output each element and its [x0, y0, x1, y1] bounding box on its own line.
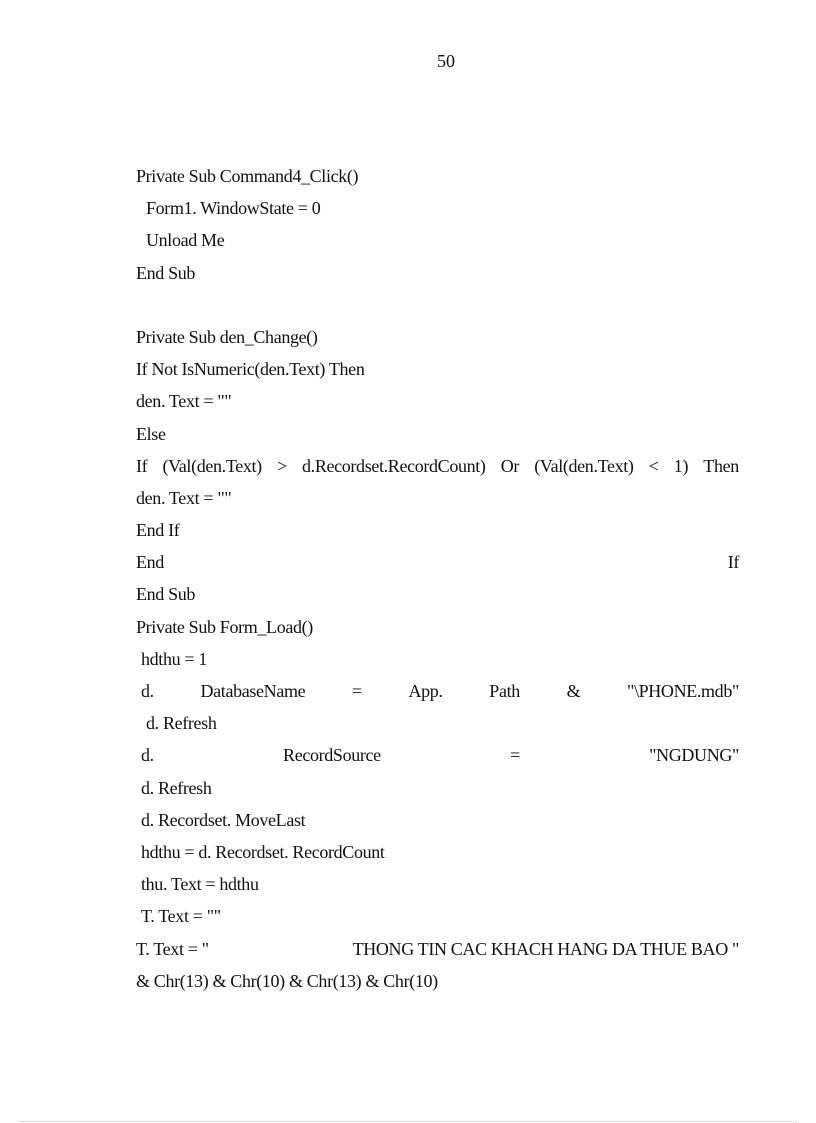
code-token: THONG TIN CAC KHACH HANG DA THUE BAO ": [352, 938, 739, 959]
code-token: =: [510, 745, 520, 766]
code-token: (Val(den.Text): [534, 455, 634, 476]
code-line: T. Text = "": [141, 906, 221, 927]
code-token: If: [136, 455, 148, 476]
code-token: 1): [673, 455, 689, 476]
code-line: den. Text = "": [136, 487, 232, 508]
code-line-justified: [136, 679, 739, 711]
code-line: Else: [136, 423, 166, 444]
code-line-justified: [136, 454, 739, 486]
code-token: <: [648, 455, 659, 476]
blank-line: [136, 293, 739, 325]
code-line-justified: [136, 937, 739, 969]
code-token: Then: [703, 455, 739, 476]
code-line: Form1. WindowState = 0: [146, 198, 321, 219]
code-token: d.: [141, 745, 154, 766]
code-line: Private Sub den_Change(): [136, 326, 318, 347]
code-token: Or: [500, 455, 520, 476]
code-line: End Sub: [136, 584, 196, 605]
code-token: Path: [489, 681, 520, 701]
code-line-justified: [136, 550, 739, 582]
code-token: End: [136, 552, 164, 573]
code-token: =: [351, 681, 362, 701]
code-line: Private Sub Command4_Click(): [136, 166, 359, 186]
code-token: &: [566, 681, 581, 701]
page-bottom-rule: [20, 1121, 796, 1122]
code-token: (Val(den.Text): [162, 455, 262, 476]
code-line: d. Refresh: [146, 713, 217, 734]
code-line: Private Sub Form_Load(): [136, 616, 313, 637]
code-line: hdthu = d. Recordset. RecordCount: [141, 841, 385, 862]
code-line: d. Recordset. MoveLast: [141, 809, 306, 830]
code-line: thu. Text = hdthu: [141, 874, 259, 895]
code-token: If: [727, 552, 739, 573]
code-line-justified: [136, 743, 739, 775]
code-token: App.: [408, 681, 443, 701]
code-line: If Not IsNumeric(den.Text) Then: [136, 359, 365, 380]
code-token: d.: [141, 681, 154, 701]
page-number: 50: [437, 51, 455, 71]
code-token: RecordSource: [283, 745, 381, 766]
code-token: >: [277, 455, 287, 476]
code-token: DatabaseName: [200, 681, 306, 701]
code-line: Unload Me: [146, 230, 225, 251]
code-block: [136, 164, 739, 1001]
code-token: T. Text = ": [136, 938, 209, 959]
code-line: den. Text = "": [136, 391, 232, 412]
code-line: End Sub: [136, 262, 196, 283]
code-token: "NGDUNG": [649, 745, 739, 766]
code-token: "\PHONE.mdb": [626, 681, 739, 701]
code-line: hdthu = 1: [141, 648, 208, 669]
code-token: d.Recordset.RecordCount): [302, 455, 486, 476]
code-line: End If: [136, 520, 180, 541]
code-line: & Chr(13) & Chr(10) & Chr(13) & Chr(10): [136, 970, 438, 991]
code-line: d. Refresh: [141, 777, 212, 798]
